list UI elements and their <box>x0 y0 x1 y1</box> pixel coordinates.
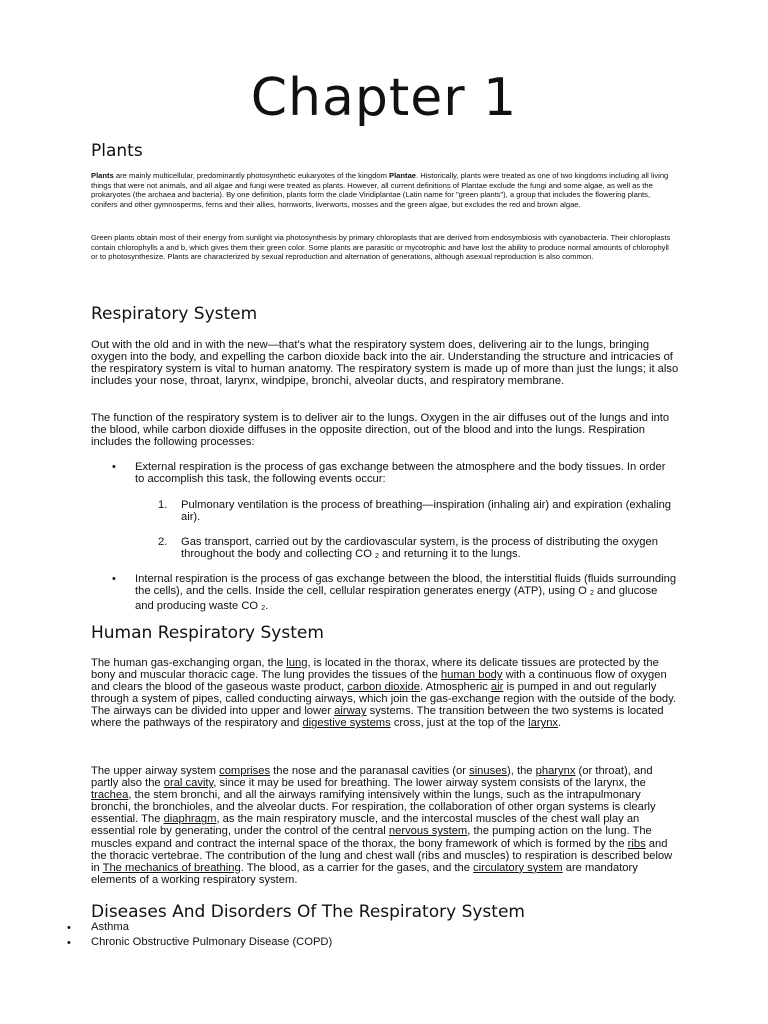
text-run: The human gas-exchanging organ, the <box>91 657 287 669</box>
disease-item: Chronic Obstructive Pulmonary Disease (COPD) <box>91 936 333 948</box>
plants-lead: Plants <box>91 171 114 180</box>
internal-respiration-text-c: . <box>265 600 269 613</box>
underlined-term[interactable]: oral cavity <box>163 777 214 790</box>
respiratory-paragraph-2: The function of the respiratory system is to deliver air to the lungs. Oxygen in the air diffuses out of the lungs and into the blood, while carbon dioxide diffuses in the opposite direction, out of the blood and into the lungs. Respiration includes the following processes: <box>91 412 670 449</box>
internal-respiration-text-b: and glucose and producing waste CO <box>135 585 658 613</box>
text-run: . The blood, as a carrier for the gases, and the <box>240 861 474 874</box>
underlined-term[interactable]: The mechanics of breathing <box>102 861 241 874</box>
text-run: ), the <box>507 765 536 777</box>
chapter-title: Chapter 1 <box>250 68 518 128</box>
pulmonary-ventilation-item: Pulmonary ventilation is the process of breathing—inspiration (inhaling air) and expiration (exhaling air). <box>181 499 672 524</box>
respiratory-heading: Respiratory System <box>91 304 258 324</box>
text-run: (or throat), and partly also the <box>91 765 653 790</box>
text-run: are mandatory elements of a working respiratory system. <box>91 861 638 886</box>
text-run: systems. The transition between the two systems is located where the pathways of the respiratory and <box>91 705 664 730</box>
underlined-term[interactable]: circulatory system <box>473 861 563 874</box>
text-run: is pumped in and out regularly through a system of pipes, called conducting airways, which join the gas-exchange region with the outside of the body. The airways can be divided into upper and lower <box>91 681 676 718</box>
disease-item: Asthma <box>91 921 129 933</box>
numbered-marker-1: 1. <box>158 499 168 511</box>
plants-kingdom: Plantae <box>389 171 417 180</box>
underlined-term[interactable]: comprises <box>219 765 271 777</box>
text-run: , the pumping action on the lung. The muscles expand and contract the internal space of the thorax, the bony framework of which is formed by the <box>91 825 652 850</box>
text-run: with a continuous flow of oxygen and clears the blood of the gaseous waste product, <box>91 669 667 694</box>
text-run: and the thoracic vertebrae. The contribution of the lung and chest wall (ribs and muscles) to respiration is described below in <box>91 837 673 874</box>
underlined-term[interactable]: carbon dioxide <box>347 681 421 694</box>
text-run: , as the main respiratory muscle, and the intercostal muscles of the chest wall play an essential role by generating, under the control of the central <box>91 813 640 838</box>
human-respiratory-paragraph-2 <box>91 765 681 886</box>
underlined-term[interactable]: larynx <box>528 717 559 730</box>
bullet-marker: • <box>112 461 116 473</box>
text-run: . <box>558 717 562 730</box>
plants-paragraph-2: Green plants obtain most of their energy from sunlight via photosynthesis by primary chloroplasts that are derived from endosymbiosis with cyanobacteria. Their chloroplasts contain chlorophylls a and b, which gives them their green color. Some plants are parasitic or mycotrophic and have lost the ability to produce normal amounts of chlorophyll or to photosynthesize. Plants are characterized by sexual reproduction and alternation of generations, although asexual reproduction is also common. <box>91 233 671 261</box>
subscript: 2 <box>589 590 594 598</box>
underlined-term[interactable]: human body <box>440 669 503 682</box>
underlined-term[interactable]: nervous system <box>388 825 468 838</box>
text-run: the nose and the paranasal cavities (or <box>270 765 470 777</box>
plants-paragraph-1 <box>91 171 677 209</box>
human-respiratory-paragraph-1 <box>91 657 681 730</box>
numbered-marker-2: 2. <box>158 536 168 548</box>
text-run: The upper airway system <box>91 765 220 777</box>
underlined-term[interactable]: air <box>490 681 504 694</box>
text-run: , since it may be used for breathing. The lower airway system consists of the larynx, the <box>213 777 646 790</box>
underlined-term[interactable]: lung <box>286 657 308 669</box>
underlined-term[interactable]: diaphragm <box>163 813 217 826</box>
gas-transport-text-a: Gas transport, carried out by the cardiovascular system, is the process of distributing the oxygen throughout the body and collecting CO <box>181 536 658 561</box>
text-run: , is located in the thorax, where its delicate tissues are protected by the bony and muscular thoracic cage. The lung provides the tissues of the <box>91 657 659 682</box>
subscript: 2 <box>261 605 266 613</box>
human-respiratory-heading: Human Respiratory System <box>91 623 324 643</box>
internal-respiration-item <box>135 573 679 615</box>
underlined-term[interactable]: digestive systems <box>302 717 391 730</box>
underlined-term[interactable]: sinuses <box>469 765 508 777</box>
gas-transport-item <box>181 536 681 563</box>
bullet-marker: • <box>67 922 71 934</box>
text-run: , the stem bronchi, and all the airways ramifying intensively within the lungs, such as the intrapulmonary bronchi, the bronchioles, and the alveolar ducts. For respiration, the collaboration of other organ systems is clearly essential. The <box>91 789 656 826</box>
text-run: cross, just at the top of the <box>390 717 529 730</box>
underlined-term[interactable]: ribs <box>627 837 646 850</box>
diseases-heading: Diseases And Disorders Of The Respiratory System <box>91 902 525 922</box>
external-respiration-item: External respiration is the process of gas exchange between the atmosphere and the body tissues. In order to accomplish this task, the following events occur: <box>135 461 666 486</box>
plants-p1-text-b: . Historically, plants were treated as one of two kingdoms including all living things that were not animals, and all algae and fungi were treated as plants. However, all current definitions of Plantae exclude the fungi and some algae, as well as the prokaryotes (the archaea and bacteria). By one definition, plants form the clade Viridiplantae (Latin name for "green plants"), a group that includes the flowering plants, conifers and other gymnosperms, ferns and their allies, hornworts, liverworts, mosses and the green algae, but excludes the red and brown algae. <box>91 171 669 209</box>
text-run: . Atmospheric <box>420 681 491 694</box>
bullet-marker: • <box>112 573 116 585</box>
plants-p1-text-a: are mainly multicellular, predominantly photosynthetic eukaryotes of the kingdom <box>113 171 389 180</box>
underlined-term[interactable]: pharynx <box>535 765 576 777</box>
underlined-term[interactable]: airway <box>334 705 367 718</box>
internal-respiration-text-a: Internal respiration is the process of gas exchange between the blood, the interstitial fluids (fluids surrounding the cells), and the cells. Inside the cell, cellular respiration generates energy (ATP), using O <box>135 573 677 598</box>
underlined-term[interactable]: trachea <box>91 789 129 802</box>
respiratory-paragraph-1: Out with the old and in with the new—that's what the respiratory system does, delivering air to the lungs, bringing oxygen into the body, and expelling the carbon dioxide back into the air. Understanding the structure and intricacies of the respiratory system is vital to human anatomy. The respiratory system is made up of more than just the lungs; it also includes your nose, throat, larynx, windpipe, bronchi, alveolar ducts, and respiratory membrane. <box>91 339 679 388</box>
bullet-marker: • <box>67 937 71 949</box>
plants-heading: Plants <box>91 141 143 161</box>
subscript: 2 <box>375 553 379 561</box>
gas-transport-text-b: and returning it to the lungs. <box>378 548 521 561</box>
